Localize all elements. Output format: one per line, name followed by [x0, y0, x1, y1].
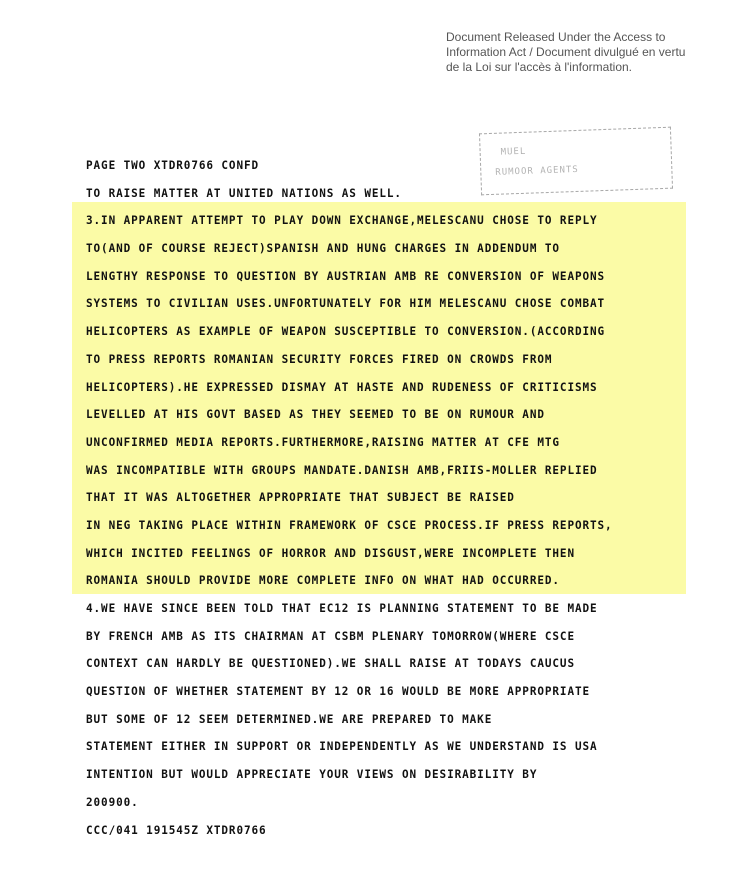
footer-line: CCC/041 191545Z XTDR0766	[86, 823, 267, 837]
paragraph-4-line: QUESTION OF WHETHER STATEMENT BY 12 OR 16 WOULD BE MORE APPROPRIATE	[86, 684, 591, 699]
release-notice-line: Information Act / Document divulgué en vertu	[446, 45, 686, 59]
paragraph-4-line: 200900.	[86, 795, 139, 810]
header-line: PAGE TWO XTDR0766 CONFD	[86, 158, 260, 173]
paragraph-3-line: ROMANIA SHOULD PROVIDE MORE COMPLETE INFO ON WHAT HAD OCCURRED.	[86, 573, 560, 588]
release-notice-line: de la Loi sur l'accès à l'information.	[446, 60, 633, 74]
paragraph-4-line: STATEMENT EITHER IN SUPPORT OR INDEPENDENTLY AS WE UNDERSTAND IS USA	[86, 740, 598, 754]
paragraph-3-line: TO PRESS REPORTS ROMANIAN SECURITY FORCES FIRED ON CROWDS FROM	[86, 352, 553, 367]
paragraph-3-line: THAT IT WAS ALTOGETHER APPROPRIATE THAT SUBJECT BE RAISED	[86, 490, 515, 505]
paragraph-3-line: TO(AND OF COURSE REJECT)SPANISH AND HUNG CHARGES IN ADDENDUM TO	[86, 241, 560, 256]
paragraph-4-line: CONTEXT CAN HARDLY BE QUESTIONED).WE SHALL RAISE AT TODAYS CAUCUS	[86, 657, 575, 671]
paragraph-3-line: SYSTEMS TO CIVILIAN USES.UNFORTUNATELY FOR HIM MELESCANU CHOSE COMBAT	[86, 297, 606, 311]
paragraph-4-line: BUT SOME OF 12 SEEM DETERMINED.WE ARE PREPARED TO MAKE	[86, 712, 493, 727]
paragraph-4-line: 4.WE HAVE SINCE BEEN TOLD THAT EC12 IS PLANNING STATEMENT TO BE MADE	[86, 601, 598, 616]
paragraph-3-line: WAS INCOMPATIBLE WITH GROUPS MANDATE.DANISH AMB,FRIIS-MOLLER REPLIED	[86, 463, 598, 477]
paragraph-3-line: 3.IN APPARENT ATTEMPT TO PLAY DOWN EXCHANGE,MELESCANU CHOSE TO REPLY	[86, 214, 598, 228]
stamp-line: MUEL	[500, 146, 527, 158]
release-notice-line: Document Released Under the Access to	[446, 30, 666, 44]
stamp-line: RUMOOR AGENTS	[495, 164, 579, 178]
paragraph-3-line: LENGTHY RESPONSE TO QUESTION BY AUSTRIAN AMB RE CONVERSION OF WEAPONS	[86, 269, 606, 284]
text-line: TO RAISE MATTER AT UNITED NATIONS AS WELL.	[86, 186, 402, 200]
paragraph-3-line: UNCONFIRMED MEDIA REPORTS.FURTHERMORE,RAISING MATTER AT CFE MTG	[86, 435, 560, 450]
paragraph-4-line: INTENTION BUT WOULD APPRECIATE YOUR VIEWS ON DESIRABILITY BY	[86, 767, 538, 782]
paragraph-4-line: BY FRENCH AMB AS ITS CHAIRMAN AT CSBM PLENARY TOMORROW(WHERE CSCE	[86, 629, 575, 643]
paragraph-3-line: HELICOPTERS).HE EXPRESSED DISMAY AT HASTE AND RUDENESS OF CRITICISMS	[86, 380, 598, 394]
paragraph-3-line: IN NEG TAKING PLACE WITHIN FRAMEWORK OF CSCE PROCESS.IF PRESS REPORTS,	[86, 518, 613, 533]
paragraph-3-line: WHICH INCITED FEELINGS OF HORROR AND DISGUST,WERE INCOMPLETE THEN	[86, 546, 575, 560]
telegram-body	[86, 152, 726, 844]
release-notice	[446, 30, 736, 75]
paragraph-3-line: HELICOPTERS AS EXAMPLE OF WEAPON SUSCEPTIBLE TO CONVERSION.(ACCORDING	[86, 324, 606, 339]
paragraph-3-line: LEVELLED AT HIS GOVT BASED AS THEY SEEMED TO BE ON RUMOUR AND	[86, 407, 545, 422]
